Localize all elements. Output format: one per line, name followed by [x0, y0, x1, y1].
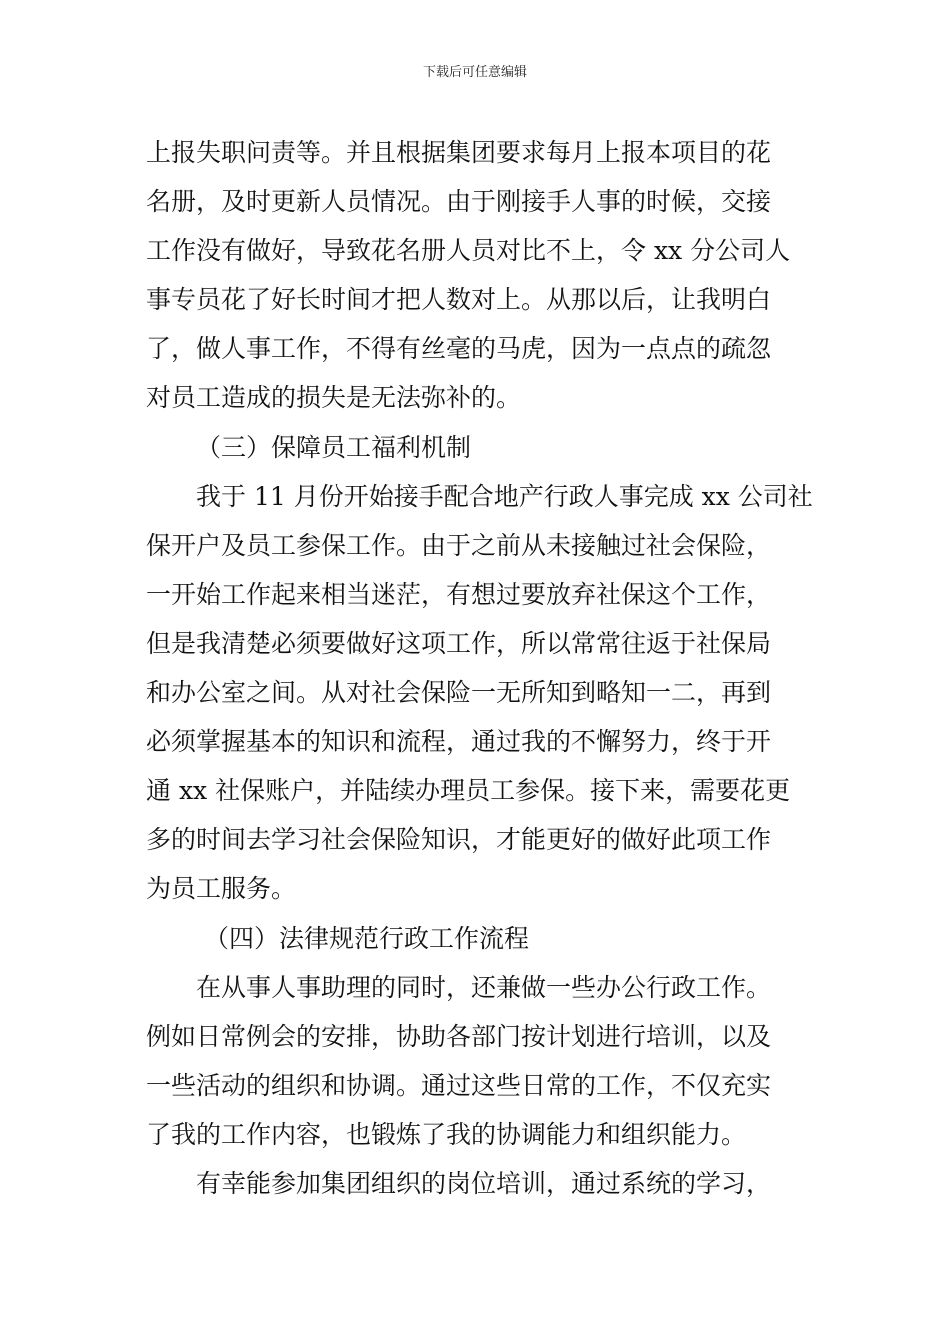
text-line: 事专员花了好长时间才把人数对上。从那以后，让我明白	[146, 285, 772, 315]
paragraph-first-line: 在从事人事助理的同时，还兼做一些办公行政工作。	[196, 972, 772, 1002]
document-body	[146, 128, 813, 1208]
text-line: 上报失职问责等。并且根据集团要求每月上报本项目的花	[146, 138, 772, 167]
section-heading: （四）法律规范行政工作流程	[204, 923, 530, 953]
text-line: 通 xx 社保账户，并陆续办理员工参保。接下来，需要花更	[146, 776, 791, 806]
text-line: 多的时间去学习社会保险知识，才能更好的做好此项工作	[146, 825, 772, 855]
text-line: 保开户及员工参保工作。由于之前从未接触过社会保险，	[146, 530, 772, 560]
text-line: 对员工造成的损失是无法弥补的。	[146, 383, 522, 413]
section-heading: （三）保障员工福利机制	[196, 432, 472, 462]
text-line: 一些活动的组织和协调。通过这些日常的工作，不仅充实	[146, 1070, 772, 1100]
text-line: 工作没有做好，导致花名册人员对比不上，令 xx 分公司人	[146, 236, 791, 266]
paragraph-first-line: 有幸能参加集团组织的岗位培训，通过系统的学习，	[196, 1168, 772, 1198]
text-line: 例如日常例会的安排，协助各部门按计划进行培训，以及	[146, 1021, 772, 1051]
paragraph-first-line: 我于 11 月份开始接手配合地产行政人事完成 xx 公司社	[196, 481, 813, 511]
text-line: 但是我清楚必须要做好这项工作，所以常常往返于社保局	[146, 628, 772, 658]
text-line: 名册，及时更新人员情况。由于刚接手人事的时候，交接	[146, 187, 772, 217]
text-line: 一开始工作起来相当迷茫，有想过要放弃社保这个工作，	[146, 579, 772, 609]
text-line: 必须掌握基本的知识和流程，通过我的不懈努力，终于开	[146, 727, 772, 757]
text-line: 了，做人事工作，不得有丝毫的马虎，因为一点点的疏忽	[146, 334, 772, 364]
text-line: 了我的工作内容，也锻炼了我的协调能力和组织能力。	[146, 1119, 747, 1149]
page-header: 下载后可任意编辑	[422, 65, 527, 80]
text-line: 为员工服务。	[146, 874, 297, 904]
text-line: 和办公室之间。从对社会保险一无所知到略知一二，再到	[146, 678, 772, 708]
